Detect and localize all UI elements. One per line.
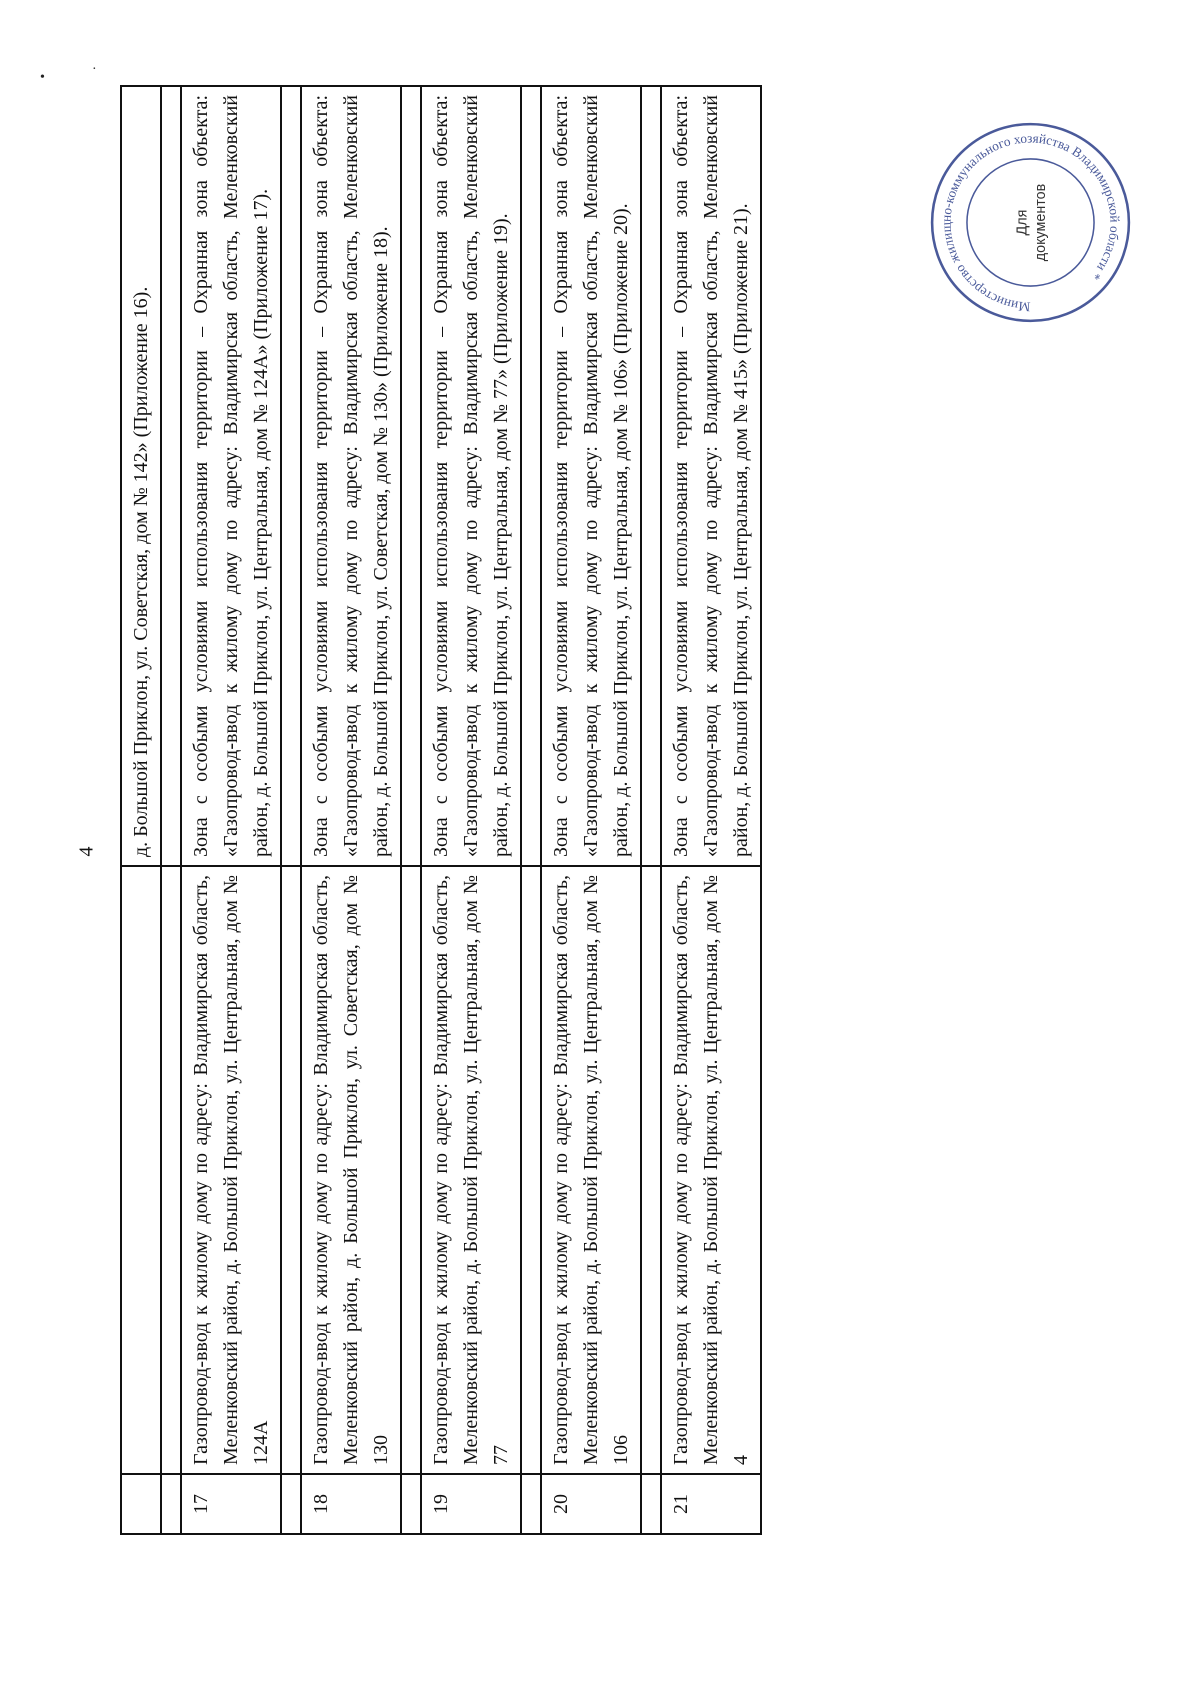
stamp-center-line-1: Для (1014, 209, 1031, 236)
cell-zone: Зона с особыми условиями использования территории – Охранная зона объекта: «Газопровод-ввод к жилому дому по адресу: Владимирская область, Меленковский район, д. Большой Приклон, ул. Центральная, дом № 77» (Приложение 19). (421, 86, 521, 866)
cell-number: 21 (661, 1474, 761, 1534)
scan-speck: • (40, 70, 45, 85)
cell-number: 20 (541, 1474, 641, 1534)
cell-zone: Зона с особыми условиями использования территории – Охранная зона объекта: «Газопровод-ввод к жилому дому по адресу: Владимирская область, Меленковский район, д. Большой Приклон, ул. Центральная, дом № 415» (Приложение 21). (661, 86, 761, 866)
row-spacer (641, 86, 661, 1534)
table-row-continuation (121, 86, 161, 1534)
cell-object: Газопровод-ввод к жилому дому по адресу: Владимирская область, Меленковский район, д. Большой Приклон, ул. Центральная, дом № 106 (541, 866, 641, 1474)
scan-speck: · (92, 62, 97, 77)
cell-object: Газопровод-ввод к жилому дому по адресу: Владимирская область, Меленковский район, д. Большой Приклон, ул. Центральная, дом № 4 (661, 866, 761, 1474)
row-spacer (521, 86, 541, 1534)
stamp-center-line-2: документов (1032, 183, 1049, 262)
cell-zone: Зона с особыми условиями использования территории – Охранная зона объекта: «Газопровод-ввод к жилому дому по адресу: Владимирская область, Меленковский район, д. Большой Приклон, ул. Центральная, дом № 124А» (Приложение 17). (181, 86, 281, 866)
official-stamp (928, 120, 1133, 325)
cell-object: Газопровод-ввод к жилому дому по адресу: Владимирская область, Меленковский район, д. Большой Приклон, ул. Центральная, дом № 124А (181, 866, 281, 1474)
table-row (301, 86, 401, 1534)
cell-zone: Зона с особыми условиями использования территории – Охранная зона объекта: «Газопровод-ввод к жилому дому по адресу: Владимирская область, Меленковский район, д. Большой Приклон, ул. Советская, дом № 130» (Приложение 18). (301, 86, 401, 866)
cell-zone: Зона с особыми условиями использования территории – Охранная зона объекта: «Газопровод-ввод к жилому дому по адресу: Владимирская область, Меленковский район, д. Большой Приклон, ул. Центральная, дом № 106» (Приложение 20). (541, 86, 641, 866)
stamp-inner-ring (967, 159, 1094, 286)
cell-zone: д. Большой Приклон, ул. Советская, дом № 142» (Приложение 16). (121, 86, 161, 866)
cell-object: Газопровод-ввод к жилому дому по адресу: Владимирская область, Меленковский район, д. Большой Приклон, ул. Центральная, дом № 77 (421, 866, 521, 1474)
cell-number: 17 (181, 1474, 281, 1534)
cell-number: 19 (421, 1474, 521, 1534)
table-row (541, 86, 641, 1534)
cell-number: 18 (301, 1474, 401, 1534)
page-number: 4 (75, 846, 98, 857)
stamp-outer-ring (932, 124, 1129, 321)
row-spacer (281, 86, 301, 1534)
row-spacer (401, 86, 421, 1534)
cell-object (121, 866, 161, 1474)
table-row (181, 86, 281, 1534)
stamp-ring-text: Министерство жилищно-коммунального хозяйства Владимирской области * (938, 130, 1123, 315)
table-row (661, 86, 761, 1534)
objects-table (120, 85, 762, 1535)
row-spacer (161, 86, 181, 1534)
cell-number (121, 1474, 161, 1534)
cell-object: Газопровод-ввод к жилому дому по адресу: Владимирская область, Меленковский район, д. Большой Приклон, ул. Советская, дом № 130 (301, 866, 401, 1474)
document-table-rotated (120, 85, 762, 1535)
table-row (421, 86, 521, 1534)
